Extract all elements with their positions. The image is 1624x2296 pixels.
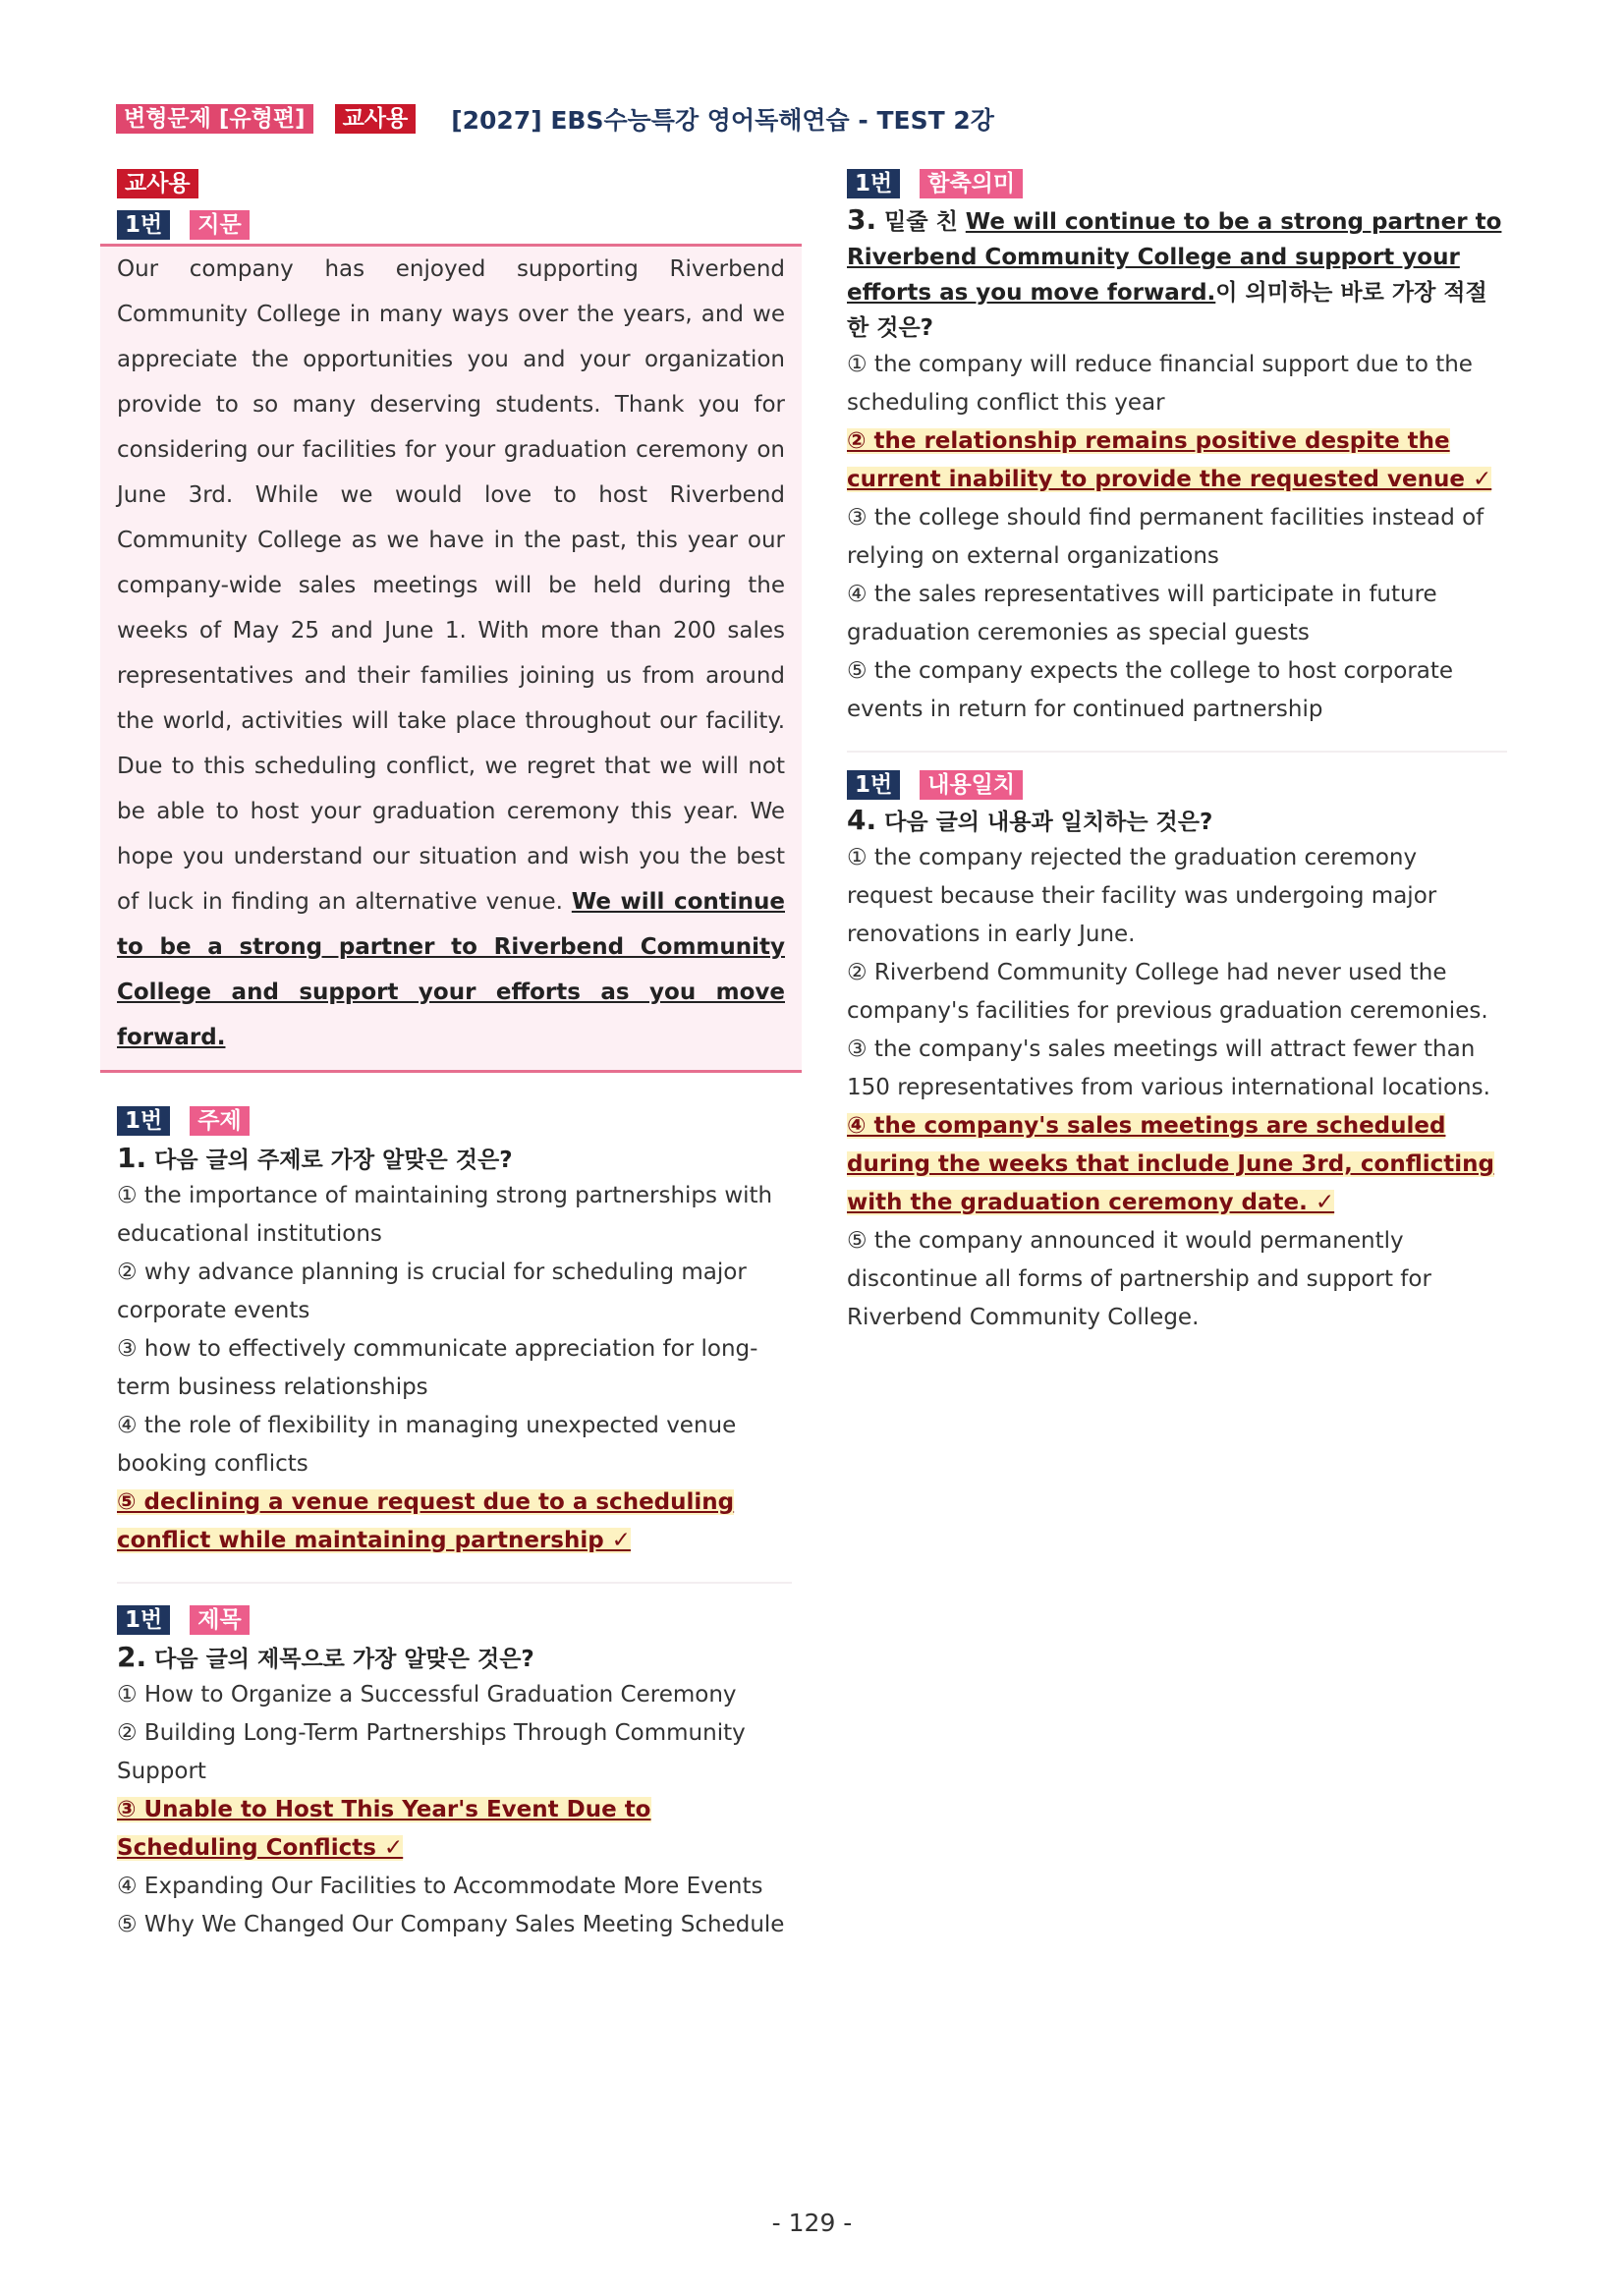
right-column bbox=[847, 169, 1517, 1337]
teacher-tag: 교사용 bbox=[117, 169, 198, 198]
q3-prompt-pre: 밑줄 친 bbox=[884, 209, 966, 235]
q3-type-tag: 함축의미 bbox=[920, 169, 1023, 198]
q2-label-row bbox=[117, 1605, 792, 1635]
q1-correct-answer: ⑤ declining a venue request due to a scheduling conflict while maintaining partnership ✓ bbox=[117, 1489, 735, 1553]
q4-option-4-correct[interactable] bbox=[847, 1107, 1507, 1222]
q2-correct-answer: ③ Unable to Host This Year's Event Due to Scheduling Conflicts ✓ bbox=[117, 1797, 651, 1861]
q3-title bbox=[847, 202, 1507, 346]
q3-number: 3. bbox=[847, 203, 877, 236]
q2-option-5[interactable]: ⑤ Why We Changed Our Company Sales Meeting Schedule bbox=[117, 1912, 785, 1937]
question-2 bbox=[100, 1605, 802, 1944]
q3-divider bbox=[847, 751, 1507, 753]
q2-type-tag: 제목 bbox=[190, 1605, 249, 1635]
passage-box bbox=[100, 244, 802, 1073]
q2-number-tag: 1번 bbox=[117, 1605, 170, 1635]
question-1 bbox=[100, 1106, 802, 1584]
passage-type-tag: 지문 bbox=[190, 210, 249, 240]
q4-number-tag: 1번 bbox=[847, 770, 900, 800]
q1-option-2[interactable]: ② why advance planning is crucial for scheduling major corporate events bbox=[117, 1260, 747, 1323]
q4-number: 4. bbox=[847, 804, 877, 836]
q3-label-row bbox=[847, 169, 1507, 198]
passage-underlined-sentence: We will continue to be a strong partner to Riverbend Community College and support your efforts as you move forward. bbox=[117, 889, 785, 1050]
left-column bbox=[100, 169, 802, 1944]
q3-underlined-sentence: We will continue to be a strong partner to Riverbend Community College and support your efforts as you move forward. bbox=[847, 209, 1502, 306]
q1-option-5-correct[interactable] bbox=[117, 1484, 792, 1560]
q1-number: 1. bbox=[117, 1142, 147, 1174]
q1-option-4[interactable]: ④ the role of flexibility in managing unexpected venue booking conflicts bbox=[117, 1413, 737, 1477]
q1-prompt: 다음 글의 주제로 가장 알맞은 것은? bbox=[154, 1148, 513, 1173]
teacher-label-row bbox=[100, 169, 802, 198]
q4-prompt: 다음 글의 내용과 일치하는 것은? bbox=[884, 810, 1213, 835]
q4-type-tag: 내용일치 bbox=[920, 770, 1023, 800]
q2-option-2[interactable]: ② Building Long-Term Partnerships Through Community Support bbox=[117, 1720, 746, 1784]
q2-title bbox=[117, 1641, 792, 1676]
q2-prompt: 다음 글의 제목으로 가장 알맞은 것은? bbox=[154, 1647, 534, 1672]
q2-option-3-correct[interactable] bbox=[117, 1791, 792, 1868]
q2-number: 2. bbox=[117, 1641, 147, 1673]
q1-divider bbox=[117, 1582, 792, 1584]
q1-option-3[interactable]: ③ how to effectively communicate appreciation for long-term business relationships bbox=[117, 1336, 758, 1400]
q4-label-row bbox=[847, 770, 1507, 800]
q3-option-3[interactable]: ③ the college should find permanent facilities instead of relying on external organizations bbox=[847, 505, 1484, 569]
q3-number-tag: 1번 bbox=[847, 169, 900, 198]
q3-option-1[interactable]: ① the company will reduce financial support due to the scheduling conflict this year bbox=[847, 352, 1473, 416]
q4-option-1[interactable]: ① the company rejected the graduation ceremony request because their facility was undergoing major renovations in early June. bbox=[847, 845, 1437, 947]
q1-number-tag: 1번 bbox=[117, 1106, 170, 1136]
q3-prompt-post: 이 의미하는 바로 가장 적절한 것은? bbox=[847, 280, 1487, 341]
q4-correct-answer: ④ the company's sales meetings are scheduled during the weeks that include June 3rd, conflicting with the graduation ceremony date. ✓ bbox=[847, 1113, 1494, 1215]
q1-title bbox=[117, 1142, 792, 1177]
q3-option-5[interactable]: ⑤ the company expects the college to host corporate events in return for continued partnership bbox=[847, 658, 1454, 722]
passage-body: Our company has enjoyed supporting Riverbend Community College in many ways over the years, and we appreciate the opportunities you and your organization provide to so many deserving students. Thank you for considering our facilities for your graduation ceremony on June 3rd. While we would love to host Riverbend Community College as we have in the past, this year our company-wide sales meetings will be held during the weeks of May 25 and June 1. With more than 200 sales representatives and their families joining us from around the world, activities will take place throughout our facility. Due to this scheduling conflict, we regret that we will not be able to host your graduation ceremony this year. We hope you understand our situation and wish you the best of luck in finding an alternative venue. bbox=[117, 256, 785, 915]
page-title: [2027] EBS수능특강 영어독해연습 - TEST 2강 bbox=[451, 106, 994, 135]
q4-option-2[interactable]: ② Riverbend Community College had never used the company's facilities for previous graduation ceremonies. bbox=[847, 960, 1488, 1024]
page-header bbox=[116, 102, 994, 136]
q4-title bbox=[847, 804, 1507, 839]
q2-option-4[interactable]: ④ Expanding Our Facilities to Accommodate More Events bbox=[117, 1874, 763, 1899]
passage-number-tag: 1번 bbox=[117, 210, 170, 240]
variant-type-tag: 변형문제 [유형편] bbox=[116, 104, 313, 134]
q3-correct-answer: ② the relationship remains positive despite the current inability to provide the requested venue ✓ bbox=[847, 428, 1492, 492]
q1-option-1[interactable]: ① the importance of maintaining strong partnerships with educational institutions bbox=[117, 1183, 773, 1247]
page-number: - 129 - bbox=[771, 2209, 853, 2237]
q3-option-4[interactable]: ④ the sales representatives will participate in future graduation ceremonies as special guests bbox=[847, 582, 1437, 645]
question-3 bbox=[847, 169, 1517, 753]
q4-option-3[interactable]: ③ the company's sales meetings will attract fewer than 150 representatives from various international locations. bbox=[847, 1036, 1490, 1100]
q1-label-row bbox=[117, 1106, 792, 1136]
teacher-edition-tag: 교사용 bbox=[335, 104, 417, 134]
passage-label-row bbox=[100, 210, 802, 240]
q3-option-2-correct[interactable] bbox=[847, 422, 1507, 499]
question-4 bbox=[847, 770, 1517, 1337]
q1-type-tag: 주제 bbox=[190, 1106, 249, 1136]
q2-option-1[interactable]: ① How to Organize a Successful Graduation Ceremony bbox=[117, 1682, 737, 1708]
q4-option-5[interactable]: ⑤ the company announced it would permanently discontinue all forms of partnership and support for Riverbend Community College. bbox=[847, 1228, 1431, 1330]
passage-text bbox=[117, 247, 785, 1060]
